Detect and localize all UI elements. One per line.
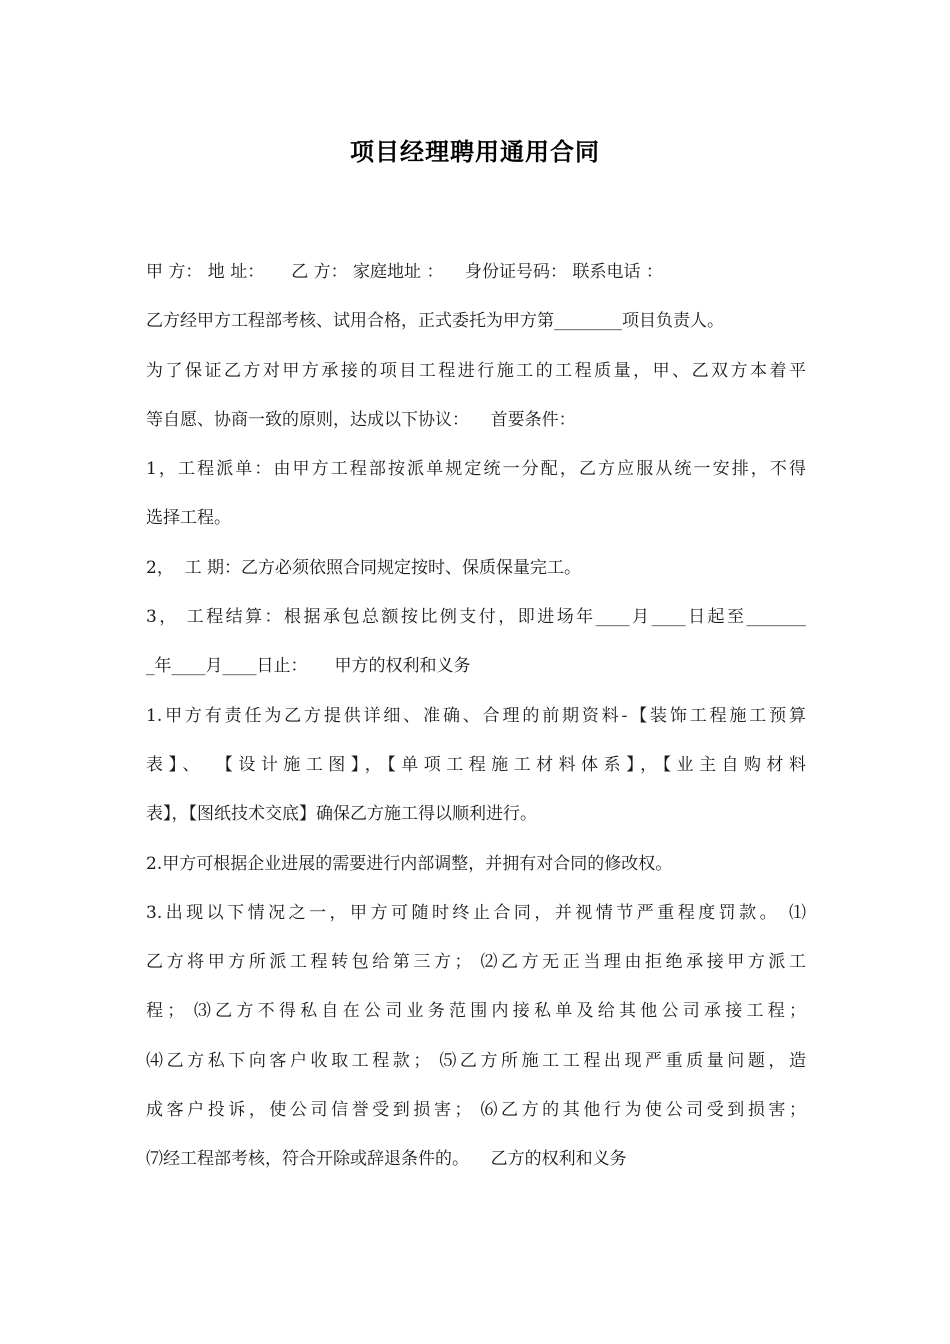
clause-line: 2.甲方可根据企业进展的需要进行内部调整，并拥有对合同的修改权。 [146,853,673,874]
paragraph-line: 等自愿、协商一致的原则，达成以下协议： 首要条件： [146,409,576,430]
clause-line: 2， 工 期：乙方必须依照合同规定按时、保质保量完工。 [146,557,582,578]
clause-line: 选择工程。 [146,508,231,529]
clause-line: 表】，【图纸技术交底】确保乙方施工得以顺利进行。 [146,804,537,825]
paragraph-line: 为了保证乙方对甲方承接的项目工程进行施工的工程质量，甲、乙双方本着平 [146,360,806,381]
paragraph-line: 乙方经甲方工程部考核、试用合格，正式委托为甲方第________项目负责人。 [146,311,724,332]
clause-line: _年____月____日止： 甲方的权利和义务 [146,656,471,677]
document-body [146,255,806,1192]
clause-line: 成客户投诉，使公司信誉受到损害； ⑹乙方的其他行为使公司受到损害； [146,1100,806,1121]
clause-line: 3， 工程结算：根据承包总额按比例支付，即进场年____月____日起至_______ [146,607,806,628]
clause-line: 3.出现以下情况之一，甲方可随时终止合同，并视情节严重程度罚款。 ⑴ [146,902,806,923]
clause-line: ⑺经工程部考核，符合开除或辞退条件的。 乙方的权利和义务 [146,1149,627,1170]
clause-line: 1.甲方有责任为乙方提供详细、准确、合理的前期资料-【装饰工程施工预算 [146,705,806,726]
clause-line: ⑷乙方私下向客户收取工程款； ⑸乙方所施工工程出现严重质量问题，造 [146,1050,806,1071]
document-title: 项目经理聘用通用合同 [350,138,600,166]
clause-line: 程； ⑶乙方不得私自在公司业务范围内接私单及给其他公司承接工程； [146,1001,806,1022]
clause-line: 表】、 【设计施工图】，【单项工程施工材料体系】，【业主自购材料 [146,754,806,775]
clause-line: 乙方将甲方所派工程转包给第三方； ⑵乙方无正当理由拒绝承接甲方派工 [146,952,806,973]
party-info-line: 甲 方： 地 址： 乙 方： 家庭地址 ： 身份证号码： 联系电话 ： [146,262,663,282]
clause-line: 1，工程派单：由甲方工程部按派单规定统一分配，乙方应服从统一安排，不得 [146,459,806,480]
